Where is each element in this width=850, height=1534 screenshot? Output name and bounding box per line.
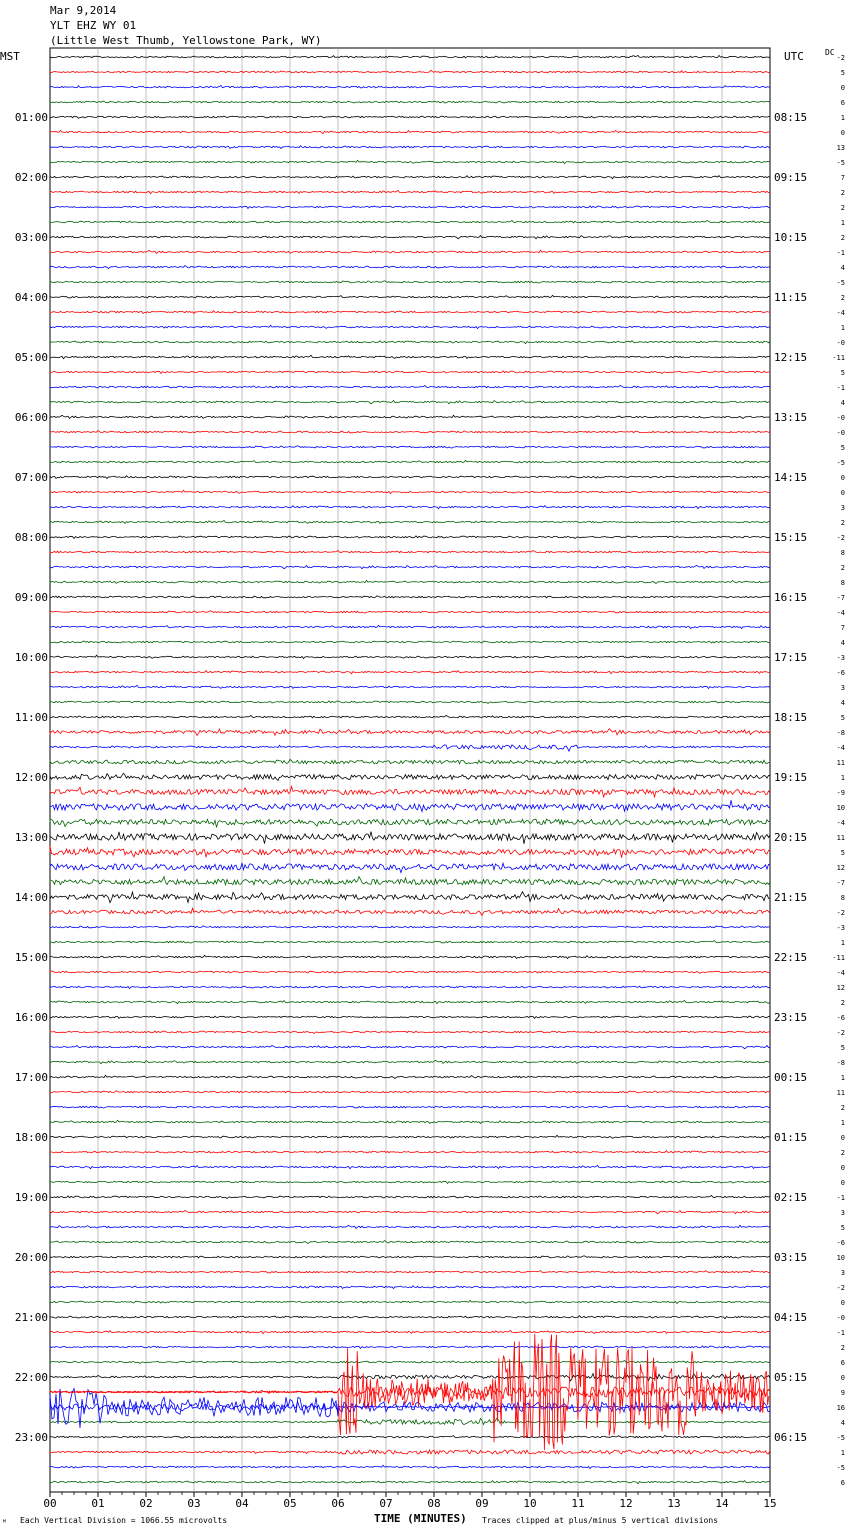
chart-date: Mar 9,2014 [50,4,117,17]
dc-offset-labels [832,54,845,1487]
dc-offset-48: 1 [840,774,845,782]
dc-offset-42: 3 [840,684,845,692]
dc-offset-2: 0 [840,84,845,92]
dc-offset-17: -4 [836,309,845,317]
dc-offset-94: -5 [836,1464,845,1472]
mst-label-16: 16:00 [14,1011,48,1024]
dc-offset-5: 0 [840,129,845,137]
dc-offset-22: -1 [836,384,845,392]
dc-offset-50: 10 [836,804,845,812]
utc-label-6: 13:15 [774,411,808,424]
dc-offset-27: -5 [836,459,845,467]
mst-label-22: 22:00 [14,1371,48,1384]
dc-offset-35: 8 [840,579,845,587]
x-tick-label-6: 06 [331,1497,345,1510]
scale-note: Each Vertical Division = 1066.55 microvolts [20,1516,228,1525]
x-tick-label-7: 07 [379,1497,393,1510]
dc-offset-46: -4 [836,744,845,752]
dc-offset-84: -0 [836,1314,845,1322]
mst-label-8: 08:00 [14,531,48,544]
dc-offset-65: -2 [836,1029,845,1037]
utc-label-7: 14:15 [774,471,808,484]
utc-label-3: 10:15 [774,231,808,244]
dc-offset-14: 4 [840,264,845,272]
footer-mark: ᴹ [2,1518,7,1527]
dc-offset-61: -4 [836,969,845,977]
utc-label-18: 01:15 [774,1131,808,1144]
dc-offset-62: 12 [836,984,845,992]
dc-offset-67: -8 [836,1059,845,1067]
dc-offset-41: -6 [836,669,845,677]
dc-offset-25: -0 [836,429,845,437]
x-tick-label-0: 00 [43,1497,57,1510]
utc-label-23: 06:15 [774,1431,808,1444]
dc-offset-73: 2 [840,1149,845,1157]
dc-offset-53: 5 [840,849,845,857]
x-tick-label-10: 10 [523,1497,537,1510]
dc-offset-21: 5 [840,369,845,377]
dc-offset-71: 1 [840,1119,845,1127]
dc-offset-16: 2 [840,294,845,302]
mst-label-11: 11:00 [14,711,48,724]
dc-offset-29: 0 [840,489,845,497]
utc-label-19: 02:15 [774,1191,808,1204]
utc-label-20: 03:15 [774,1251,808,1264]
x-tick-label-14: 14 [715,1497,729,1510]
dc-offset-10: 2 [840,204,845,212]
dc-offset-69: 11 [836,1089,845,1097]
dc-offset-95: 6 [840,1479,845,1487]
utc-label-17: 00:15 [774,1071,808,1084]
x-tick-label-1: 01 [91,1497,105,1510]
utc-label-10: 17:15 [774,651,808,664]
x-tick-label-2: 02 [139,1497,153,1510]
dc-offset-45: -8 [836,729,845,737]
dc-offset-78: 5 [840,1224,845,1232]
dc-offset-89: 9 [840,1389,845,1397]
mst-label-12: 12:00 [14,771,48,784]
dc-offset-74: 0 [840,1164,845,1172]
dc-offset-59: 1 [840,939,845,947]
dc-offset-13: -1 [836,249,845,257]
utc-axis-label: UTC [784,50,804,63]
mst-label-23: 23:00 [14,1431,48,1444]
utc-label-22: 05:15 [774,1371,808,1384]
dc-offset-85: -1 [836,1329,845,1337]
dc-offset-20: -11 [832,354,845,362]
dc-offset-24: -0 [836,414,845,422]
dc-offset-55: -7 [836,879,845,887]
utc-label-15: 22:15 [774,951,808,964]
utc-label-11: 18:15 [774,711,808,724]
x-tick-label-15: 15 [763,1497,777,1510]
dc-offset-63: 2 [840,999,845,1007]
dc-offset-82: -2 [836,1284,845,1292]
mst-label-13: 13:00 [14,831,48,844]
dc-offset-91: 4 [840,1419,845,1427]
dc-offset-23: 4 [840,399,845,407]
mst-label-21: 21:00 [14,1311,48,1324]
mst-label-3: 03:00 [14,231,48,244]
dc-offset-90: 16 [836,1404,845,1412]
utc-label-21: 04:15 [774,1311,808,1324]
dc-offset-64: -6 [836,1014,845,1022]
utc-label-8: 15:15 [774,531,808,544]
dc-offset-43: 4 [840,699,845,707]
dc-offset-37: -4 [836,609,845,617]
dc-offset-66: 5 [840,1044,845,1052]
dc-offset-26: 5 [840,444,845,452]
mst-label-4: 04:00 [14,291,48,304]
dc-column-label: DC [825,48,835,57]
mst-label-7: 07:00 [14,471,48,484]
dc-offset-19: -0 [836,339,845,347]
dc-offset-1: 5 [840,69,845,77]
utc-label-1: 08:15 [774,111,808,124]
station-id: YLT EHZ WY 01 [50,19,137,32]
dc-offset-11: 1 [840,219,845,227]
dc-offset-18: 1 [840,324,845,332]
mst-label-20: 20:00 [14,1251,48,1264]
dc-offset-57: -2 [836,909,845,917]
mst-label-1: 01:00 [14,111,48,124]
dc-offset-9: 2 [840,189,845,197]
dc-offset-68: 1 [840,1074,845,1082]
dc-offset-81: 3 [840,1269,845,1277]
dc-offset-80: 10 [836,1254,845,1262]
utc-label-2: 09:15 [774,171,808,184]
dc-offset-93: 1 [840,1449,845,1457]
utc-label-12: 19:15 [774,771,808,784]
mst-label-5: 05:00 [14,351,48,364]
dc-offset-8: 7 [840,174,845,182]
dc-offset-77: 3 [840,1209,845,1217]
dc-offset-39: 4 [840,639,845,647]
dc-offset-47: 11 [836,759,845,767]
x-axis-title: TIME (MINUTES) [374,1512,467,1525]
clip-note: Traces clipped at plus/minus 5 vertical divisions [482,1516,719,1525]
dc-offset-34: 2 [840,564,845,572]
dc-offset-31: 2 [840,519,845,527]
utc-label-9: 16:15 [774,591,808,604]
dc-offset-79: -6 [836,1239,845,1247]
mst-label-6: 06:00 [14,411,48,424]
dc-offset-38: 7 [840,624,845,632]
dc-offset-51: -4 [836,819,845,827]
dc-offset-75: 0 [840,1179,845,1187]
dc-offset-88: 0 [840,1374,845,1382]
dc-offset-33: 8 [840,549,845,557]
mst-label-10: 10:00 [14,651,48,664]
dc-offset-54: 12 [836,864,845,872]
dc-offset-7: -5 [836,159,845,167]
mst-label-17: 17:00 [14,1071,48,1084]
mst-hour-labels [15,111,48,1444]
dc-offset-40: -3 [836,654,845,662]
mst-axis-label: MST [0,50,20,63]
mst-label-9: 09:00 [14,591,48,604]
utc-label-5: 12:15 [774,351,808,364]
dc-offset-52: 11 [836,834,845,842]
utc-label-13: 20:15 [774,831,808,844]
dc-offset-3: 6 [840,99,845,107]
mst-label-15: 15:00 [14,951,48,964]
dc-offset-58: -3 [836,924,845,932]
x-tick-label-3: 03 [187,1497,201,1510]
x-tick-label-12: 12 [619,1497,633,1510]
x-tick-label-13: 13 [667,1497,681,1510]
dc-offset-44: 5 [840,714,845,722]
dc-offset-0: -2 [836,54,845,62]
x-tick-label-8: 08 [427,1497,441,1510]
mst-label-14: 14:00 [14,891,48,904]
mst-label-19: 19:00 [14,1191,48,1204]
utc-label-4: 11:15 [774,291,808,304]
x-axis-ticks [43,1492,776,1510]
dc-offset-12: 2 [840,234,845,242]
x-tick-label-9: 09 [475,1497,489,1510]
x-tick-label-11: 11 [571,1497,585,1510]
utc-label-14: 21:15 [774,891,808,904]
dc-offset-56: 8 [840,894,845,902]
dc-offset-92: -5 [836,1434,845,1442]
dc-offset-60: -11 [832,954,845,962]
dc-offset-49: -9 [836,789,845,797]
dc-offset-28: 0 [840,474,845,482]
utc-label-16: 23:15 [774,1011,808,1024]
mst-label-2: 02:00 [14,171,48,184]
station-location: (Little West Thumb, Yellowstone Park, WY) [50,34,322,47]
mst-label-18: 18:00 [14,1131,48,1144]
dc-offset-76: -1 [836,1194,845,1202]
dc-offset-87: 6 [840,1359,845,1367]
utc-hour-labels [774,111,807,1444]
x-tick-label-4: 04 [235,1497,249,1510]
dc-offset-72: 0 [840,1134,845,1142]
dc-offset-15: -5 [836,279,845,287]
dc-offset-36: -7 [836,594,845,602]
dc-offset-83: 0 [840,1299,845,1307]
dc-offset-70: 2 [840,1104,845,1112]
dc-offset-86: 2 [840,1344,845,1352]
plot-frame [50,48,770,1492]
dc-offset-32: -2 [836,534,845,542]
dc-offset-30: 3 [840,504,845,512]
x-tick-label-5: 05 [283,1497,297,1510]
dc-offset-4: 1 [840,114,845,122]
dc-offset-6: 13 [836,144,845,152]
